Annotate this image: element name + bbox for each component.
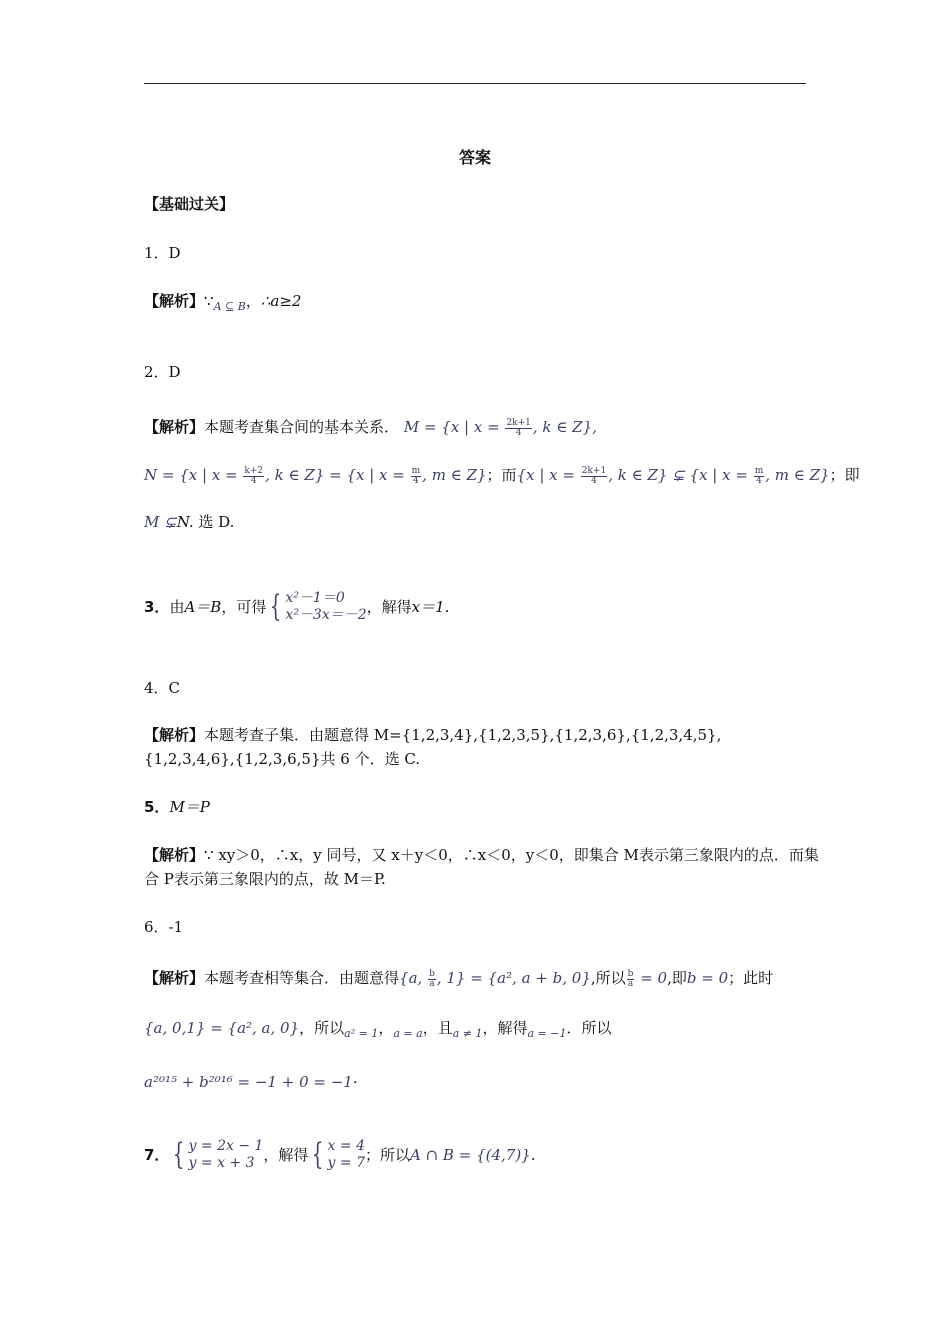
q6-answer: 6．-1 — [144, 918, 184, 936]
q7-answer: 7． { y = 2x − 1 y = x + 3 ，解得 { x = 4 y = 7 ；所以 A ∩ B = {(4,7)} . — [144, 1137, 536, 1172]
q6-explanation-line3: a²⁰¹⁵ + b²⁰¹⁶ = −1 + 0 = −1· — [144, 1073, 358, 1091]
q1-explanation: 【解析】$\because_{A ⊆ B}$，∴a≥2 — [144, 292, 302, 313]
page-title: 答案 — [458, 148, 491, 167]
equation-system: { x²－1＝0 x²－3x＝－2 — [270, 589, 367, 624]
q6-explanation-line2: {a, 0,1} = {a², a, 0}，所以$_{a^2 = 1}$，$_{a = a}$，且$_{a \ne 1}$，解得$_{a = -1}$．所以 — [144, 1019, 612, 1040]
jiexi-label: 【解析】 — [144, 969, 205, 987]
q5-explanation-line2: 合 P表示第三象限内的点，故 M＝P. — [144, 870, 386, 888]
q5-explanation-line1: 【解析】∵ xy＞0，∴x，y 同号，又 x＋y＜0，∴x＜0，y＜0，即集合 M表示第三象限内的点．而集 — [144, 846, 819, 864]
fraction: $\frac{m}{4}$ — [411, 465, 421, 486]
fraction: $\frac{b}{a}$ — [627, 968, 634, 989]
q3-answer: 3． 由 A＝B ，可得 { x²－1＝0 x²－3x＝－2 ，解得 x＝1. — [144, 589, 450, 624]
set-n-def: N = {x | x = — [144, 466, 243, 484]
q4-answer: 4．C — [144, 679, 181, 697]
q2-explanation-line1: 【解析】本题考查集合间的基本关系． M = {x | x = $\frac{2k+1}{4}$ , k ∈ Z}, — [144, 417, 597, 438]
q2-explanation-line3: M ⊊N. 选 D. — [144, 513, 235, 531]
q1-answer: 1．D — [144, 244, 181, 262]
q6-explanation-line1: 【解析】本题考查相等集合．由题意得{a, $\frac{b}{a}$ , 1} = {a², a + b, 0},所以 $\frac{b}{a}$ = 0,即b = 0；此时 — [144, 968, 774, 989]
header-rule — [144, 83, 806, 84]
fraction: $\frac{b}{a}$ — [429, 968, 435, 989]
q2-answer: 2．D — [144, 363, 181, 381]
equation-system: { y = 2x − 1 y = x + 3 — [173, 1137, 264, 1172]
math-a-subset-b: A ⊆ B — [213, 300, 246, 313]
q4-explanation-line1: 【解析】本题考查子集．由题意得 M={1,2,3,4},{1,2,3,5},{1,2,3,6},{1,2,3,4,5}, — [144, 726, 722, 744]
jiexi-label: 【解析】 — [144, 726, 205, 744]
solution-system: { x = 4 y = 7 — [312, 1137, 365, 1172]
fraction: $\frac{m}{4}$ — [754, 465, 764, 486]
jiexi-label: 【解析】 — [144, 846, 205, 864]
fraction: $\frac{2k+1}{4}$ — [506, 417, 531, 438]
jiexi-label: 【解析】 — [144, 418, 205, 436]
set-m-def: M = {x | x = — [403, 418, 505, 436]
q5-answer: 5．M＝P — [144, 798, 210, 816]
fraction: $\frac{k+2}{4}$ — [244, 465, 264, 486]
fraction: $\frac{2k+1}{4}$ — [581, 465, 607, 486]
q2-explanation-line2: N = {x | x = $\frac{k+2}{4}$ , k ∈ Z} = {x | x = $\frac{m}{4}$ , m ∈ Z}；而{x | x = $\frac{2k+1}{4}$ , k ∈ Z} ⊊ {x | x = $\frac{m}{4}$ , m ∈ Z}；即 — [144, 465, 860, 486]
section-heading: 【基础过关】 — [144, 195, 235, 213]
q4-explanation-line2: {1,2,3,4,6},{1,2,3,6,5}共 6 个．选 C. — [144, 750, 421, 768]
jiexi-label: 【解析】 — [144, 292, 205, 310]
